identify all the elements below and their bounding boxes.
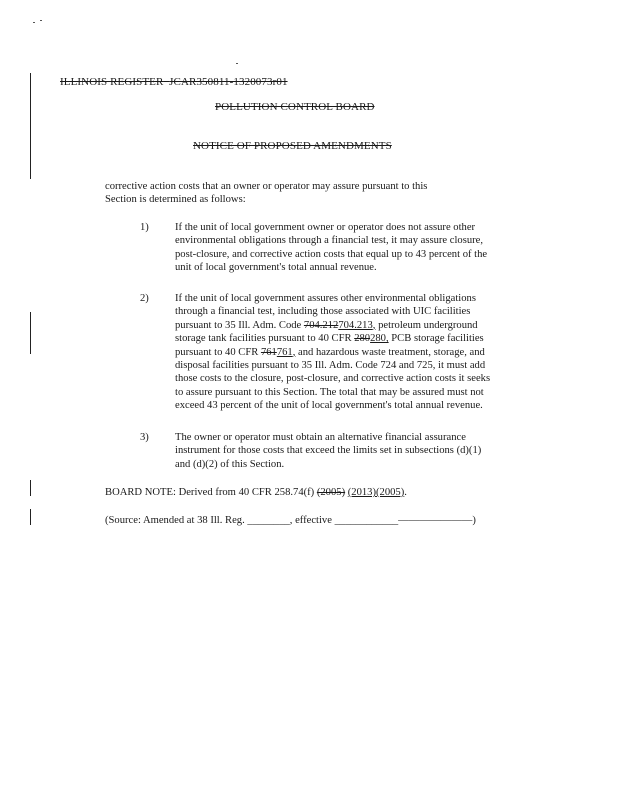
item-number: 3) bbox=[140, 432, 149, 443]
inserted-text: , bbox=[292, 346, 296, 358]
item-text bbox=[175, 431, 540, 471]
inserted-text: , bbox=[385, 333, 389, 345]
intro-line: Section is determined as follows: bbox=[105, 194, 246, 206]
item-text bbox=[175, 292, 540, 413]
item-line: and (d)(2) of this Section. bbox=[175, 458, 285, 470]
intro-line: corrective action costs that an owner or operator may assure pursuant to this bbox=[105, 181, 428, 192]
item-line: unit of local government's total annual revenue. bbox=[175, 262, 377, 274]
inserted-text: , bbox=[372, 319, 376, 331]
deleted-text: 280 bbox=[354, 333, 371, 345]
inserted-text: 280 bbox=[370, 333, 386, 345]
blank-field: ____________ bbox=[334, 515, 399, 526]
inserted-text: 704.213 bbox=[338, 319, 373, 331]
board-title: POLLUTION CONTROL BOARD bbox=[215, 101, 375, 113]
item-line: If the unit of local government assures other environmental obligations bbox=[175, 293, 476, 304]
item-line: disposal facilities pursuant to 35 Ill. Adm. Code 724 and 725, it must add bbox=[175, 360, 486, 372]
item-line: exceed 43 percent of the unit of local government's total annual revenue. bbox=[175, 400, 483, 412]
item-line: to assure pursuant to this Section. The total that may be assured must not bbox=[175, 386, 484, 398]
register-header bbox=[60, 76, 288, 88]
source-note: (Source: Amended at 38 Ill. Reg. ________, effective ____________———————) bbox=[105, 515, 476, 526]
change-bar bbox=[30, 509, 31, 525]
item-line: those costs to the closure, post-closure, and corrective action costs it seeks bbox=[175, 373, 491, 385]
item-line: environmental obligations through a financial test, it may assure closure, bbox=[175, 235, 484, 247]
intro-paragraph bbox=[105, 180, 427, 207]
item-line: pursuant to 40 CFR 761761, and hazardous waste treatment, storage, and bbox=[175, 346, 485, 358]
deleted-text: 761 bbox=[260, 346, 277, 358]
register-title: ILLINOIS REGISTER bbox=[60, 76, 164, 88]
item-number: 2) bbox=[140, 293, 149, 304]
inserted-text: 761 bbox=[276, 346, 293, 358]
item-line: post-closure, and corrective action costs that equal up to 43 percent of the bbox=[175, 248, 488, 260]
change-bar bbox=[30, 73, 31, 179]
board-note: BOARD NOTE: Derived from 40 CFR 258.74(f) (2005) (2013)(2005). bbox=[105, 487, 407, 498]
change-bar bbox=[30, 480, 31, 496]
item-number: 1) bbox=[140, 222, 149, 233]
deleted-text: 704.212 bbox=[303, 319, 339, 331]
scan-speck bbox=[236, 63, 238, 64]
item-line: instrument for those costs that exceed the limits set in subsections (d)(1) bbox=[175, 445, 482, 457]
item-line: storage tank facilities pursuant to 40 CFR 280280, PCB storage facilities bbox=[175, 333, 484, 345]
notice-title: NOTICE OF PROPOSED AMENDMENTS bbox=[193, 140, 392, 152]
change-bar bbox=[30, 312, 31, 354]
blank-field: ________ bbox=[247, 515, 290, 526]
register-code: JCAR350811-1320073r01 bbox=[169, 76, 288, 88]
scan-speck bbox=[40, 20, 42, 21]
scan-speck bbox=[33, 22, 35, 23]
inserted-text: (2005) bbox=[376, 487, 405, 498]
item-line: pursuant to 35 Ill. Adm. Code 704.212704.213, petroleum underground bbox=[175, 319, 478, 331]
item-line: If the unit of local government owner or operator does not assure other bbox=[175, 222, 476, 233]
item-line: through a financial test, including those associated with UIC facilities bbox=[175, 306, 471, 318]
item-line: The owner or operator must obtain an alternative financial assurance bbox=[175, 432, 466, 443]
deleted-text: (2005) bbox=[316, 487, 346, 498]
inserted-text: (2013) bbox=[347, 487, 377, 498]
item-text bbox=[175, 221, 540, 275]
